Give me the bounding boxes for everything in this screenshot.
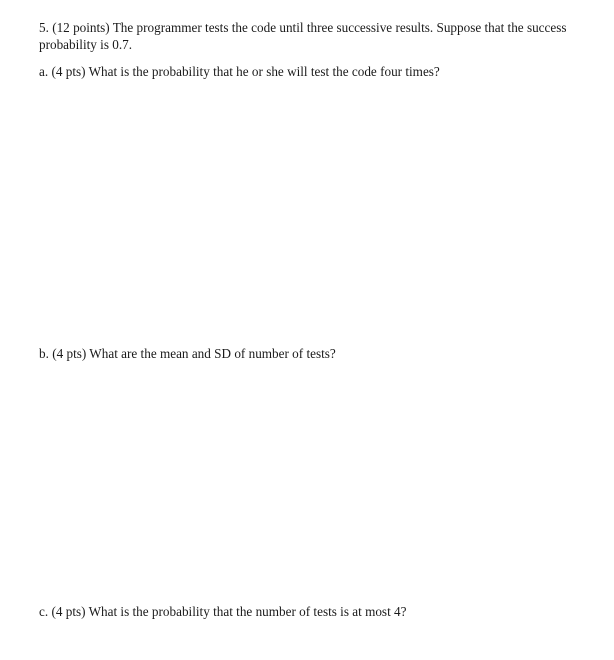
answer-space-b [39,366,579,596]
answer-space-c [39,624,579,654]
question-a: a. (4 pts) What is the probability that he or she will test the code four times? [39,64,440,79]
answer-space-a [39,84,579,339]
problem-statement [39,19,589,53]
question-b: b. (4 pts) What are the mean and SD of number of tests? [39,346,336,361]
question-c: c. (4 pts) What is the probability that the number of tests is at most 4? [39,604,407,619]
problem-statement-line-2: probability is 0.7. [39,37,133,52]
problem-statement-line-1: 5. (12 points) The programmer tests the code until three successive results. Suppose that the success [39,20,567,35]
